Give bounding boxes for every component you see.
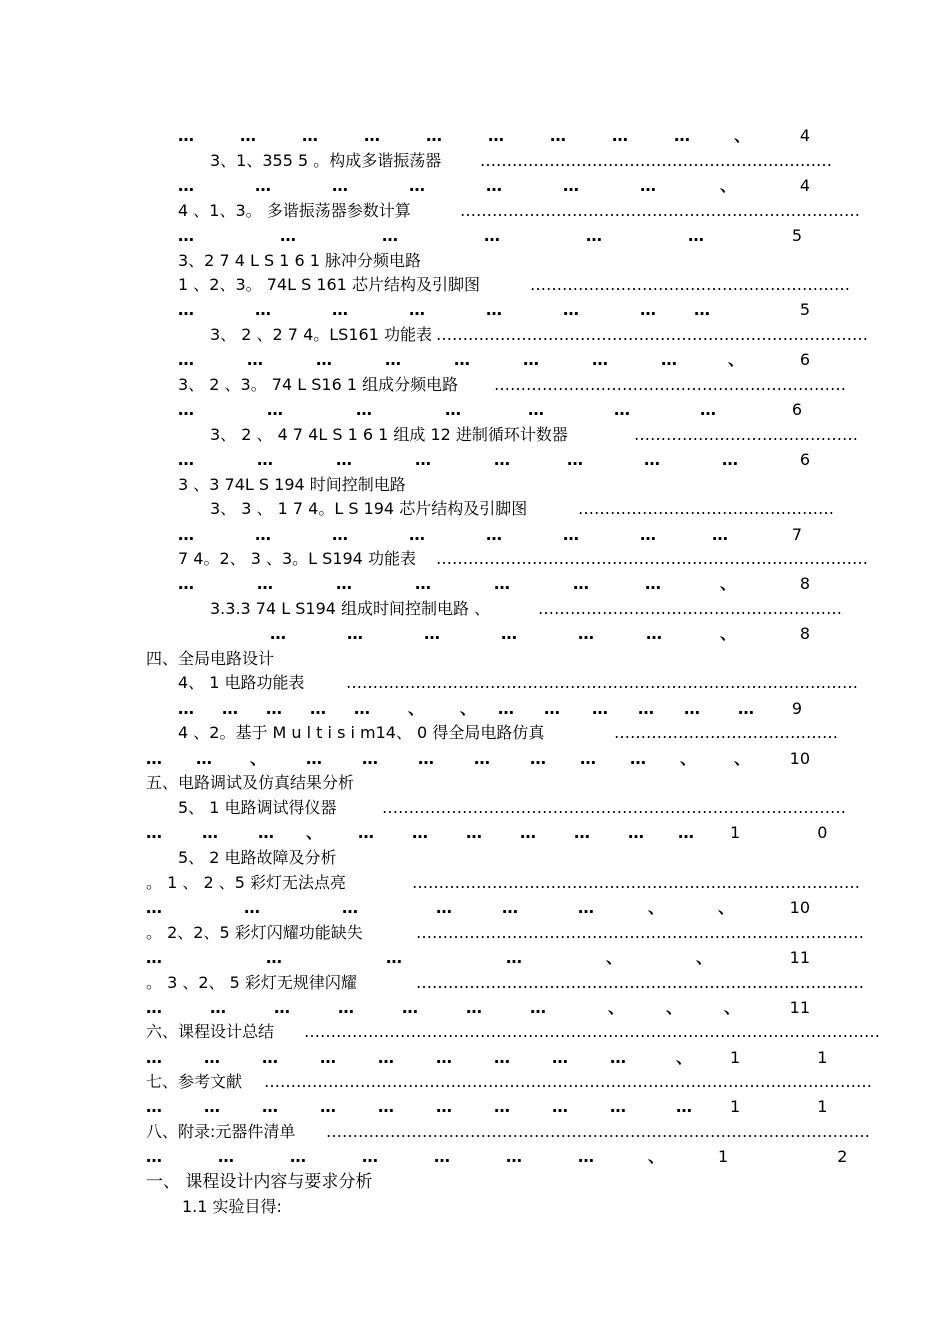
toc-leader-dots: … … … … … … … … … 、: [146, 1048, 693, 1067]
toc-entry[interactable]: [210, 498, 834, 520]
toc-entry-title: 八、附录:元器件清单: [146, 1122, 296, 1141]
toc-entry[interactable]: [178, 374, 846, 396]
toc-leader-dots: … … … … … … 、 、: [146, 898, 735, 917]
toc-page-number[interactable]: 1 0: [730, 823, 864, 842]
toc-page-number[interactable]: 5: [799, 300, 810, 319]
toc-entry[interactable]: [146, 922, 864, 944]
toc-page-number[interactable]: 11: [789, 998, 810, 1017]
toc-leader-dots: …………………………………………………………………………: [416, 973, 864, 992]
toc-chapter-heading[interactable]: [146, 648, 546, 670]
toc-entry-title: 4 、2。基于 M u l t i s i m14、 0 得全局电路仿真: [178, 723, 545, 742]
toc-leader-dots: …………………………………………………………: [480, 151, 832, 170]
toc-heading[interactable]: [178, 250, 578, 272]
toc-page-number[interactable]: 7: [791, 525, 802, 544]
toc-leader-dots: ……………………………………………………………………………………………………: [264, 1072, 872, 1091]
toc-page-number[interactable]: 9: [791, 699, 802, 718]
toc-leader-dots: …………………………………………: [578, 499, 834, 518]
toc-entry-title: 4、 1 电路功能表: [178, 673, 305, 692]
toc-entry[interactable]: [210, 424, 858, 446]
toc-page-number[interactable]: 4: [799, 176, 810, 195]
toc-entry-title: 3、 2 、2 7 4。LS161 功能表: [210, 325, 432, 344]
toc-entry[interactable]: [210, 598, 842, 620]
toc-leader-dots: ……………………………………: [634, 425, 858, 444]
section-heading: [146, 1171, 646, 1193]
toc-page-number[interactable]: 10: [789, 749, 810, 768]
toc-leader-dots: …………………………………………………………: [494, 375, 846, 394]
toc-entry-title: 7 4。2、 3 、3。L S194 功能表: [178, 549, 416, 568]
toc-leader-dots: … … … … … … … 、 、 、: [146, 998, 741, 1017]
toc-entry[interactable]: [178, 274, 850, 296]
toc-entry[interactable]: [178, 200, 860, 222]
toc-entry[interactable]: [178, 548, 868, 570]
toc-leader-dots: … … … … … … … … … …: [146, 1097, 692, 1116]
toc-page-number[interactable]: 8: [799, 574, 810, 593]
toc-leader-dots: ……………………………………………………: [530, 275, 850, 294]
toc-leader-dots: ………………………………………………………………………: [436, 325, 868, 344]
toc-heading[interactable]: [178, 474, 578, 496]
toc-page-number[interactable]: 6: [799, 350, 810, 369]
toc-leader-dots: …………………………………………………………………………: [412, 873, 860, 892]
toc-entry[interactable]: [178, 672, 858, 694]
toc-leader-dots: … … … … … … … … … 、: [178, 126, 751, 145]
toc-heading-title: 5、 2 电路故障及分析: [178, 848, 337, 867]
toc-leader-dots: … … … … … … … …: [178, 525, 728, 544]
toc-entry[interactable]: [178, 797, 846, 819]
toc-entry[interactable]: [146, 972, 864, 994]
toc-entry-title: 4 、1、3。 多谐振荡器参数计算: [178, 201, 411, 220]
toc-page-number[interactable]: 1 2: [718, 1147, 900, 1166]
toc-leader-dots: …………………………………………………: [538, 599, 842, 618]
toc-leader-dots: … … … … … 、 、 … … … … … …: [178, 699, 754, 718]
toc-entry-title: 3.3.3 74 L S194 组成时间控制电路 、: [210, 599, 491, 618]
toc-leader-dots: … … … … … … 、: [270, 624, 737, 643]
toc-leader-dots: …………………………………………………………………………: [416, 923, 864, 942]
toc-leader-dots: … … … … 、 、: [146, 948, 713, 967]
toc-heading-title: 3、2 7 4 L S 1 6 1 脉冲分频电路: [178, 251, 422, 270]
toc-entry[interactable]: [210, 324, 868, 346]
toc-entry-title: 3、 2 、 4 7 4L S 1 6 1 组成 12 进制循环计数器: [210, 425, 568, 444]
toc-entry[interactable]: [146, 1021, 880, 1043]
toc-entry-title: 1 、2、3。 74L S 161 芯片结构及引脚图: [178, 275, 480, 294]
toc-leader-dots: … … … … … … … …: [178, 450, 738, 469]
toc-leader-dots: … … … … … … … …: [178, 300, 710, 319]
toc-page-number[interactable]: 10: [789, 898, 810, 917]
toc-leader-dots: … … … … … … … 、: [178, 176, 737, 195]
toc-page-number[interactable]: 1 1: [730, 1048, 864, 1067]
toc-entry-title: 3、 2 、3。 74 L S16 1 组成分频电路: [178, 375, 459, 394]
subsection-heading-text: 1.1 实验目得:: [182, 1197, 282, 1216]
toc-entry-title: 3、1、355 5 。构成多谐振荡器: [210, 151, 442, 170]
toc-page-number[interactable]: 6: [791, 400, 802, 419]
toc-heading-title: 五、电路调试及仿真结果分析: [146, 773, 355, 792]
toc-leader-dots: … … … … … … …: [178, 400, 716, 419]
toc-leader-dots: … … … 、 … … … … … … …: [146, 823, 694, 842]
toc-entry-title: 3、 3 、 1 7 4。L S 194 芯片结构及引脚图: [210, 499, 528, 518]
toc-entry-title: 5、 1 电路调试得仪器: [178, 798, 337, 817]
toc-leader-dots: … … 、 … … … … … … … 、 、: [146, 749, 751, 768]
toc-leader-dots: … … … … … … … … 、: [178, 350, 745, 369]
toc-leader-dots: ……………………………………………………………………………………: [346, 673, 858, 692]
toc-entry[interactable]: [146, 872, 860, 894]
toc-leader-dots: …………………………………………………………………: [460, 201, 860, 220]
toc-entry-title: 。 3 、2、 5 彩灯无规律闪耀: [146, 973, 357, 992]
toc-leader-dots: …………………………………………………………………………………………: [326, 1122, 870, 1141]
toc-leader-dots: … … … … … … … 、: [146, 1147, 665, 1166]
toc-leader-dots: ……………………………………: [614, 723, 838, 742]
toc-chapter-heading[interactable]: [146, 772, 546, 794]
toc-page-number[interactable]: 5: [791, 226, 802, 245]
toc-leader-dots: … … … … … … … 、: [178, 574, 737, 593]
toc-entry[interactable]: [146, 1121, 870, 1143]
subsection-heading: [182, 1196, 582, 1218]
toc-entry-title: 七、参考文献: [146, 1072, 243, 1091]
toc-entry-title: 六、课程设计总结: [146, 1022, 275, 1041]
section-heading-text: 一、 课程设计内容与要求分析: [146, 1172, 373, 1192]
toc-leader-dots: ……………………………………………………………………………: [382, 798, 846, 817]
toc-leader-dots: ………………………………………………………………………………………………: [304, 1022, 880, 1041]
toc-page-number[interactable]: 8: [799, 624, 810, 643]
toc-entry[interactable]: [210, 150, 832, 172]
toc-leader-dots: … … … … … …: [178, 226, 704, 245]
toc-heading-title: 3 、3 74L S 194 时间控制电路: [178, 475, 406, 494]
toc-heading[interactable]: [178, 847, 578, 869]
toc-entry-title: 。 2、2、5 彩灯闪耀功能缺失: [146, 923, 363, 942]
toc-leader-dots: ………………………………………………………………………: [436, 549, 868, 568]
toc-entry-title: 。 1 、 2 、5 彩灯无法点亮: [146, 873, 346, 892]
toc-entry[interactable]: [178, 722, 838, 744]
toc-page-number[interactable]: 1 1: [730, 1097, 864, 1116]
toc-heading-title: 四、全局电路设计: [146, 649, 275, 668]
toc-entry[interactable]: [146, 1071, 872, 1093]
toc-page-number[interactable]: 11: [789, 948, 810, 967]
toc-page-number[interactable]: 4: [799, 126, 810, 145]
toc-page-number[interactable]: 6: [799, 450, 810, 469]
